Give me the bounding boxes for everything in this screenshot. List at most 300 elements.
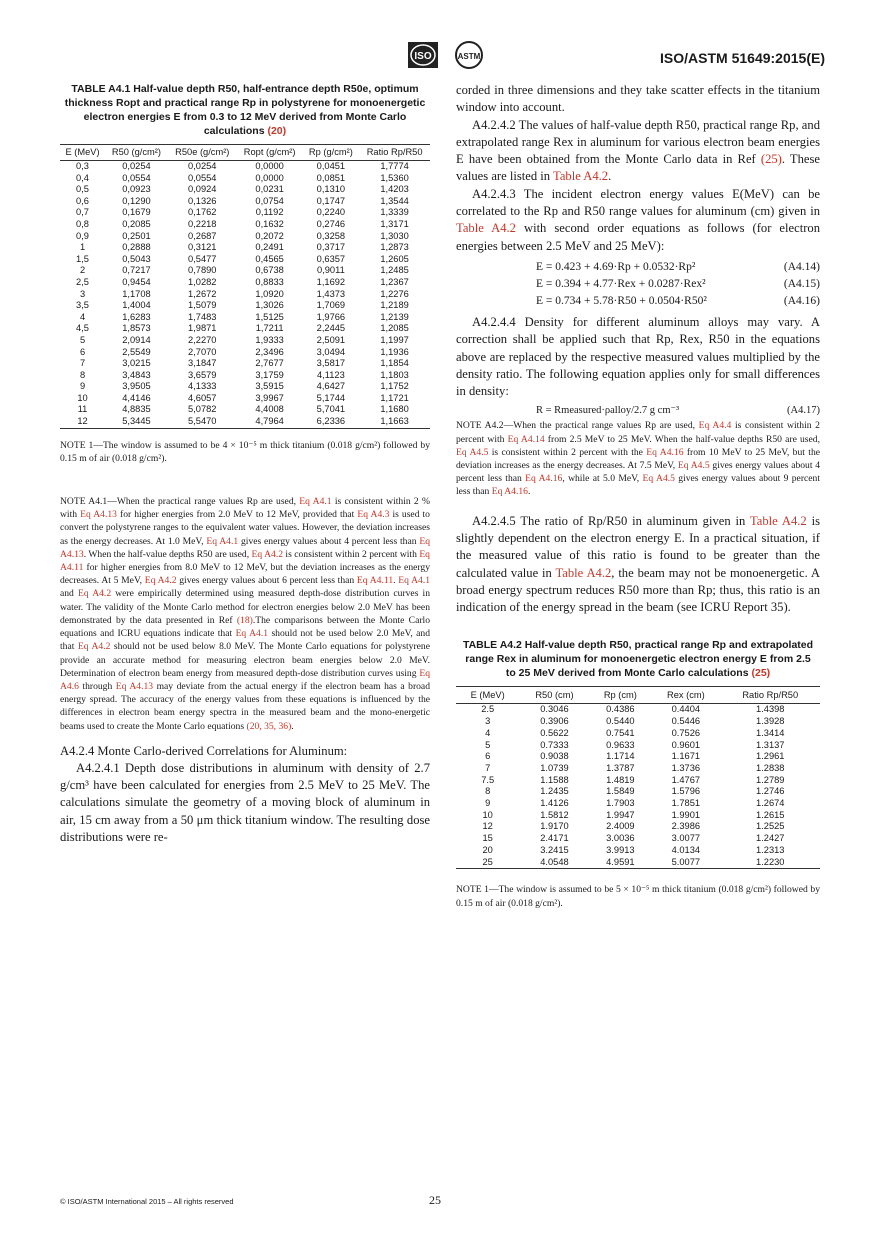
table-cell: 1.9901: [671, 809, 701, 820]
table2-col-header: Rp (cm): [590, 687, 652, 704]
cross-reference-link[interactable]: (20, 35, 36): [246, 720, 292, 732]
table-cell: 1,3026: [255, 300, 284, 311]
text-run: .: [608, 169, 612, 184]
table-cell: 1,1854: [380, 358, 409, 369]
table-row: [456, 751, 820, 763]
table-cell: 1,2873: [380, 242, 409, 253]
table-cell: 0,0923: [122, 184, 151, 195]
table-cell: 1,3171: [380, 218, 409, 229]
cross-reference-link[interactable]: Eq A4.3: [357, 509, 390, 521]
table-cell: 2,5: [76, 276, 89, 287]
table-cell: 1,2605: [380, 253, 409, 264]
cross-reference-link[interactable]: Eq A4.6: [60, 667, 430, 692]
table-cell: 4,6057: [188, 392, 217, 403]
text-run: gives energy values about 6 percent less than: [176, 575, 357, 587]
table1-caption-text: TABLE A4.1 Half-value depth R50, half-entrance depth R50e, optimum thickness Ropt and practical range Rp in polystyrene for monoenergetic electron energies E from 0.3 to 12 MeV derived from Monte Carlo calculations: [64, 83, 426, 137]
para-a4-2-4-1: A4.2.4.1 Depth dose distributions in aluminum with density of 2.7 g/cm³ have been calculated for energies from 2.5 MeV to 25 MeV. The calculations simulate the geometry of a moving block of aluminum in air, 15 cm away from a 50 μm thick titanium window. The resulting dose distributions were re-: [60, 760, 430, 844]
cross-reference-link[interactable]: Table A4.2: [456, 221, 516, 236]
table-cell: 0,8833: [255, 276, 284, 287]
table-cell: 5: [79, 334, 86, 345]
table-cell: 0.5440: [606, 716, 635, 727]
table-cell: 1.2427: [756, 833, 785, 844]
table-row: [60, 242, 430, 254]
table-cell: 1.3414: [756, 727, 785, 738]
cross-reference-link[interactable]: Eq A4.1: [299, 496, 332, 508]
text-run: for higher energies from 2.0 MeV to 12 MeV, provided that: [116, 509, 358, 521]
table-row: [456, 821, 820, 833]
table-row: [456, 740, 820, 752]
table-cell: 1,5125: [255, 311, 284, 322]
table-cell: 1,7069: [316, 300, 346, 311]
iso-logo: [408, 42, 438, 68]
table-cell: 1.2961: [756, 751, 785, 762]
table-cell: 0,1632: [255, 218, 284, 229]
table-cell: 0,4: [76, 172, 89, 183]
note-a4-2: [456, 419, 820, 498]
table-cell: 0,1290: [122, 195, 151, 206]
table-cell: 0.9633: [606, 739, 635, 750]
table-cell: 15: [482, 833, 493, 844]
text-run: .: [393, 575, 399, 587]
table-row: [60, 184, 430, 196]
table-cell: 2,5549: [122, 346, 151, 357]
table-cell: 10: [77, 392, 88, 403]
table-cell: 2,3496: [255, 346, 284, 357]
cross-reference-link[interactable]: Eq A4.11: [60, 548, 430, 574]
para-continued: corded in three dimensions and they take scatter effects in the titanium window into account.: [456, 83, 820, 115]
table-cell: 3: [485, 716, 491, 727]
table-cell: 1.2789: [756, 774, 785, 785]
table-row: [456, 857, 820, 869]
table-cell: 5,5470: [168, 416, 237, 428]
equation-row: [456, 259, 820, 276]
cross-reference-link[interactable]: Eq A4.2: [77, 641, 111, 653]
table-cell: 1,2189: [380, 300, 409, 311]
cross-reference-link[interactable]: Eq A4.13: [80, 509, 117, 521]
text-run: .The comparisons between the Monte Carlo equations and ICRU equations indicate that: [60, 614, 430, 640]
table-row: [60, 323, 430, 335]
table-cell: 0,2240: [316, 207, 346, 218]
iso-logo-text: ISO: [414, 51, 432, 62]
table-cell: 0,0000: [255, 161, 284, 171]
table-row: [456, 810, 820, 822]
cross-reference-link[interactable]: Eq A4.4: [698, 420, 732, 432]
table-cell: 0,3717: [316, 242, 346, 253]
astm-logo-text: ASTM: [457, 52, 481, 61]
cross-reference-link[interactable]: Eq A4.13: [115, 680, 154, 692]
table-cell: 0.7333: [540, 739, 569, 750]
table-row: [60, 335, 430, 347]
equation-number: (A4.14): [783, 260, 820, 273]
equations-a4-14-16: [456, 259, 820, 310]
table1-col-header: Rp (g/cm²): [303, 145, 360, 161]
table-cell: 7: [79, 358, 86, 369]
table-cell: 4: [485, 727, 491, 738]
table-cell: 0,3: [76, 161, 89, 171]
table-row: [60, 161, 430, 173]
table-cell: 0,1679: [122, 207, 151, 218]
cross-reference-link[interactable]: Eq A4.16: [525, 473, 563, 485]
table-cell: 0,2501: [122, 230, 151, 241]
cross-reference-link[interactable]: Eq A4.16: [646, 446, 684, 458]
table-cell: 0.4386: [606, 704, 635, 715]
cross-reference-link[interactable]: Eq A4.2: [77, 588, 112, 600]
table-cell: 25: [456, 857, 519, 869]
table-row: [456, 798, 820, 810]
table-cell: 4,4146: [122, 392, 151, 403]
table-cell: 2.4009: [606, 821, 635, 832]
para-a4-2-4-4: A4.2.4.4 Density for different aluminum alloys may vary. A correction shall be applied such that Rp, Rex, R50 in the equations above are replaced by the respective measured values multiplied by the density ratio. The following equation applies only for small differences in density:: [456, 314, 820, 399]
text-run: should not be used below 8.0 MeV. The Monte Carlo equations for polystyrene provide an accurate method for measuring electron beam energies below 2.0 MeV. Determination of electron beam energy from measured depth-dose distribution curves using: [60, 641, 430, 679]
table-cell: 1,2139: [380, 311, 409, 322]
table-row: [456, 763, 820, 775]
table-cell: 2.3986: [671, 821, 701, 832]
text-run: , the beam may not be monoenergetic. A broad energy spectrum reduces R50 more than Rp; thus, this ratio is an indication of the energy spread in the beam (see ICRU Report 35).: [456, 565, 820, 615]
table-cell: 3,9505: [122, 381, 151, 392]
cross-reference-link[interactable]: Eq A4.2: [251, 548, 284, 560]
text-run: is consistent within 2 percent with: [283, 548, 420, 560]
text-run: A4.2.4.5 The ratio of Rp/R50 in aluminum given in: [472, 513, 750, 528]
table-cell: 5,0782: [188, 404, 217, 415]
table-row: [60, 265, 430, 277]
astm-logo: [452, 40, 486, 70]
table1-col-header: Ratio Rp/R50: [359, 145, 430, 161]
equation-a4-17-expr: R = Rmeasured·ρalloy/2.7 g cm⁻³: [536, 405, 680, 417]
table-cell: 1.0739: [540, 762, 569, 773]
cross-reference-link[interactable]: Eq A4.14: [507, 433, 545, 445]
table-cell: 1,1803: [380, 369, 409, 380]
table1-col-header: Ropt (g/cm²): [237, 145, 303, 161]
table-cell: 0,7217: [122, 265, 151, 276]
table1-note: NOTE 1—The window is assumed to be 4 × 10⁻⁵ m thick titanium (0.018 g/cm²) followed by 0.15 m of air (0.018 g/cm²).: [60, 439, 430, 464]
text-run: gives energy values about 4 percent less than: [456, 460, 821, 485]
table-cell: 0.5446: [671, 716, 701, 727]
table-cell: 1.4767: [671, 774, 701, 785]
table-cell: 3,5915: [255, 381, 284, 392]
table-cell: 3.9913: [606, 844, 635, 855]
table-a4-1: [60, 144, 430, 429]
table-cell: 0,0254: [188, 161, 217, 171]
table-row: [456, 786, 820, 798]
table-row: [60, 358, 430, 370]
table2-body: [456, 704, 820, 869]
cross-reference-link[interactable]: Eq A4.16: [491, 486, 528, 498]
table-cell: 4,4008: [255, 404, 284, 415]
cross-reference-link[interactable]: Eq A4.1: [398, 575, 431, 587]
table-cell: 1.2313: [756, 844, 785, 855]
table-cell: 3,0215: [122, 358, 151, 369]
table-cell: 4,1333: [188, 381, 217, 392]
table1-col-header: R50 (g/cm²): [105, 145, 168, 161]
text-run: were empirically determined using measured depth-dose distribution curves in water. The validity of the Monte Carlo method for electron energies below 2.0 MeV has been demonstrated by the data presented in Ref: [60, 588, 430, 626]
text-run: . These values are listed in: [456, 152, 820, 184]
table-cell: 2,0914: [122, 334, 151, 345]
cross-reference-link[interactable]: Eq A4.5: [677, 460, 710, 472]
table-cell: 1.2674: [756, 798, 785, 809]
table-cell: 1,9766: [316, 311, 346, 322]
text-run: with second order equations as follows (for electron energies between 2.5 MeV and 25 MeV):: [456, 221, 820, 253]
table-cell: 4,8835: [122, 404, 151, 415]
table-cell: 1,0920: [255, 288, 284, 299]
cross-reference-link[interactable]: Eq A4.5: [456, 446, 489, 458]
table2-col-header: R50 (cm): [519, 687, 589, 704]
table-cell: 0,2218: [188, 218, 217, 229]
table-cell: 0,6357: [316, 253, 346, 264]
table-cell: 0,2085: [122, 218, 151, 229]
table-cell: 3,4843: [122, 369, 151, 380]
table-cell: 0,9011: [317, 265, 345, 276]
table-row: [60, 416, 430, 428]
table-cell: 4.0134: [671, 844, 701, 855]
table-row: [456, 833, 820, 845]
table-cell: 1,7774: [380, 161, 409, 171]
table-cell: 1,4004: [122, 300, 151, 311]
table-cell: 0,0754: [255, 195, 284, 206]
table2-col-header: E (MeV): [456, 687, 519, 704]
table-cell: 9: [79, 381, 86, 392]
table-cell: 1: [79, 242, 86, 253]
table-cell: 1,2672: [188, 288, 217, 299]
table-cell: 0,2746: [316, 218, 346, 229]
table-cell: 0,2888: [122, 242, 151, 253]
table-cell: 1.5796: [671, 786, 701, 797]
table-cell: 1.1714: [606, 751, 635, 762]
table-cell: 0,9: [76, 230, 89, 241]
table-cell: 1.2230: [721, 857, 820, 869]
table1-col-header: R50e (g/cm²): [168, 145, 237, 161]
table-cell: 0.7526: [671, 727, 701, 738]
table-cell: 1,5360: [380, 172, 409, 183]
table-row: [456, 704, 820, 716]
text-run: gives energy values about 4 percent less than: [238, 535, 420, 547]
table-cell: 0,7: [76, 207, 89, 218]
text-run: gives energy values about 9 percent less than: [456, 473, 820, 498]
table-cell: 0,0924: [188, 184, 217, 195]
table-cell: 3,6579: [188, 369, 217, 380]
table-row: [60, 196, 430, 208]
table-cell: 1,1680: [380, 404, 409, 415]
table-cell: 10: [482, 809, 493, 820]
table-cell: 2,5091: [316, 334, 346, 345]
table-cell: 1,1692: [316, 276, 346, 287]
table-cell: 4.0548: [519, 857, 589, 869]
table-cell: 1,1936: [380, 346, 409, 357]
table-cell: 0,4565: [255, 253, 284, 264]
table-cell: 5,3445: [105, 416, 168, 428]
table-cell: 0,6: [76, 195, 89, 206]
table-cell: 1.5812: [540, 809, 569, 820]
table-cell: 1.3928: [756, 716, 785, 727]
standard-number: ISO/ASTM 51649:2015(E): [660, 50, 825, 66]
table-cell: 3.0036: [606, 833, 635, 844]
cross-reference-link[interactable]: (25): [760, 152, 782, 167]
equation-row: [456, 293, 820, 310]
table-cell: 1,3544: [380, 195, 409, 206]
cross-reference-link[interactable]: Table A4.2: [553, 169, 609, 184]
table-cell: 0.3046: [540, 704, 569, 715]
table-cell: 1.2435: [540, 786, 569, 797]
table-cell: 1,5079: [188, 300, 217, 311]
table-cell: 3.2415: [540, 844, 569, 855]
table-cell: 7: [485, 762, 491, 773]
table-cell: 0.9038: [540, 751, 569, 762]
table-cell: 0,5477: [188, 253, 217, 264]
table-row: [60, 370, 430, 382]
table-cell: 3,5: [76, 300, 89, 311]
cross-reference-link[interactable]: Eq A4.13: [60, 535, 430, 560]
table-cell: 6: [79, 346, 86, 357]
table-cell: 0.7541: [606, 727, 635, 738]
table-cell: 1,1752: [380, 381, 409, 392]
table-cell: 0,8: [76, 218, 89, 229]
table-cell: 9: [485, 798, 491, 809]
text-run: for higher energies from 8.0 MeV to 12 MeV, but the deviation increases as the energy decreases. At 5 MeV,: [60, 562, 430, 587]
equation-row: [456, 276, 820, 293]
table-row: [456, 716, 820, 728]
table-cell: 1,1663: [359, 416, 430, 428]
text-run: is consistent within 2 % with: [60, 496, 430, 521]
table-row: [60, 347, 430, 359]
table-cell: 0,0554: [122, 172, 151, 183]
table-cell: 1.7903: [606, 798, 635, 809]
cross-reference-link[interactable]: Table A4.2: [749, 513, 807, 528]
cross-reference-link[interactable]: (18): [236, 614, 253, 626]
table-row: [456, 728, 820, 740]
table-cell: 1.2838: [756, 762, 785, 773]
table-cell: 0,5: [76, 184, 89, 195]
table-cell: 3,9967: [255, 392, 284, 403]
table-cell: 1.1671: [671, 751, 701, 762]
equation-expr: E = 0.734 + 5.78·R50 + 0.0504·R50²: [536, 294, 707, 307]
table1-header-row: [60, 145, 430, 161]
table-row: [60, 312, 430, 324]
text-run: is consistent within 2 percent with: [456, 420, 820, 445]
cross-reference-link[interactable]: Eq A4.1: [235, 628, 269, 640]
text-run: is slightly dependent on the electron energy E. In a practical situation, if the measured value of this ratio is found to be greater than the calculated value in: [456, 513, 820, 580]
table-cell: 1,3339: [380, 207, 409, 218]
table-cell: 0,1310: [316, 184, 346, 195]
table-cell: 2,7070: [188, 346, 217, 357]
table-row: [456, 845, 820, 857]
table-cell: 0,1762: [188, 207, 217, 218]
table-cell: 0,0254: [122, 161, 151, 171]
text-run: . When the half-value depths R50 are used,: [83, 548, 252, 560]
table-cell: 1.4398: [756, 704, 785, 715]
right-column: [456, 82, 820, 910]
table2-caption-text: TABLE A4.2 Half-value depth R50, practical range Rp and extrapolated range Rex in aluminum for monoenergetic electron energy E from 2.5 to 25 MeV derived from Monte Carlo calculations: [462, 639, 814, 680]
text-run: .: [527, 486, 531, 498]
table-row: [60, 289, 430, 301]
table-cell: 1,4373: [316, 288, 346, 299]
table-cell: 0,3258: [316, 230, 346, 241]
table-cell: 1,8573: [122, 323, 151, 334]
table-row: [60, 231, 430, 243]
cross-reference-link[interactable]: Eq A4.11: [356, 575, 394, 587]
table-cell: 0,2072: [255, 230, 284, 241]
table-cell: 0,9454: [122, 276, 151, 287]
table-cell: 0.4404: [671, 704, 701, 715]
text-run: NOTE A4.1—When the practical range values Rp are used,: [60, 496, 300, 508]
table2-header-row: [456, 687, 820, 704]
left-column: [60, 82, 430, 846]
cross-reference-link[interactable]: Eq A4.1: [206, 535, 239, 547]
table-cell: 2.4171: [540, 833, 569, 844]
table-row: [60, 173, 430, 185]
table-cell: 6: [485, 751, 491, 762]
table-row: [60, 300, 430, 312]
table-cell: 1,4203: [380, 184, 409, 195]
text-run: and: [60, 588, 78, 600]
table-cell: 0,3121: [188, 242, 217, 253]
table-cell: 4: [79, 311, 86, 322]
text-run: through: [78, 680, 116, 692]
text-run: from 2.5 MeV to 25 MeV. When the half-value depths R50 are used,: [544, 433, 820, 445]
table-cell: 3.0077: [671, 833, 701, 844]
table-row: [60, 254, 430, 266]
note-a4-1: [60, 495, 430, 733]
table-cell: 1.3137: [756, 739, 785, 750]
table-cell: 1,5: [76, 253, 89, 264]
equation-a4-17-number: (A4.17): [787, 405, 820, 417]
text-run: may deviate from the actual energy if the electron beam has a broad energy spread. The accuracy of the energy values from these equations is influenced by the differences in electron beam energy spectra in the measured beam and the mono-energetic beams used to create the Monte Carlo equations: [60, 680, 430, 732]
text-run: should not be used below 2.0 MeV, and that: [60, 628, 431, 653]
equation-number: (A4.15): [783, 277, 820, 290]
table-cell: 3: [79, 288, 86, 299]
table-cell: 3,0494: [316, 346, 346, 357]
text-run: A4.2.4.2 The values of half-value depth R50, practical range Rp, and extrapolated range Rex in aluminum for various electron beam energies E have been obtained from the Monte Carlo data in Ref: [456, 117, 820, 167]
table-cell: 4,7964: [237, 416, 303, 428]
table-cell: 4,5: [76, 323, 89, 334]
table-cell: 0,0451: [316, 161, 346, 171]
para-a4-2-4-3: [456, 186, 820, 255]
header-logos: [408, 40, 486, 70]
table2-col-header: Ratio Rp/R50: [721, 687, 820, 704]
text-run: .: [291, 720, 294, 732]
section-a4-2-4-title: A4.2.4 Monte Carlo-derived Correlations for Aluminum:: [60, 743, 348, 758]
table-cell: 11: [77, 404, 88, 415]
table-cell: 4,6427: [316, 381, 346, 392]
table-cell: 1,1721: [380, 392, 409, 403]
table2-note: NOTE 1—The window is assumed to be 5 × 10⁻⁵ m thick titanium (0.018 g/cm²) followed by 0.15 m of air (0.018 g/cm²).: [456, 884, 820, 909]
text-run: is used to convert the polystyrene ranges to the equivalent water values. However, the deviation increases as the energy decreases. At 1.0 MeV,: [60, 509, 430, 547]
table-cell: 12: [60, 416, 105, 428]
table-cell: 0,1747: [316, 195, 346, 206]
cross-reference-link[interactable]: Eq A4.5: [642, 473, 675, 485]
table-cell: 1,2085: [380, 323, 409, 334]
cross-reference-link[interactable]: Table A4.2: [555, 565, 612, 580]
table-cell: 1.4126: [540, 798, 569, 809]
cross-reference-link[interactable]: Eq A4.2: [144, 575, 177, 587]
table1-body: [60, 161, 430, 429]
table-cell: 1,0282: [188, 276, 217, 287]
table-cell: 7.5: [481, 774, 495, 785]
page-number: 25: [429, 1193, 441, 1207]
table-row: [456, 775, 820, 787]
table-cell: 1.3787: [606, 762, 635, 773]
table-cell: 1.2525: [756, 821, 785, 832]
table-cell: 1,2367: [380, 276, 409, 287]
equation-number: (A4.16): [783, 294, 820, 307]
table-cell: 0,6738: [255, 265, 284, 276]
table1-caption-ref: (20): [267, 125, 287, 137]
table-cell: 1.9170: [540, 821, 569, 832]
table2-col-header: Rex (cm): [651, 687, 720, 704]
table-cell: 1.5849: [606, 786, 635, 797]
table-row: [60, 219, 430, 231]
table2-caption: [460, 638, 816, 680]
table-cell: 5,7041: [316, 404, 346, 415]
table-row: [60, 404, 430, 416]
